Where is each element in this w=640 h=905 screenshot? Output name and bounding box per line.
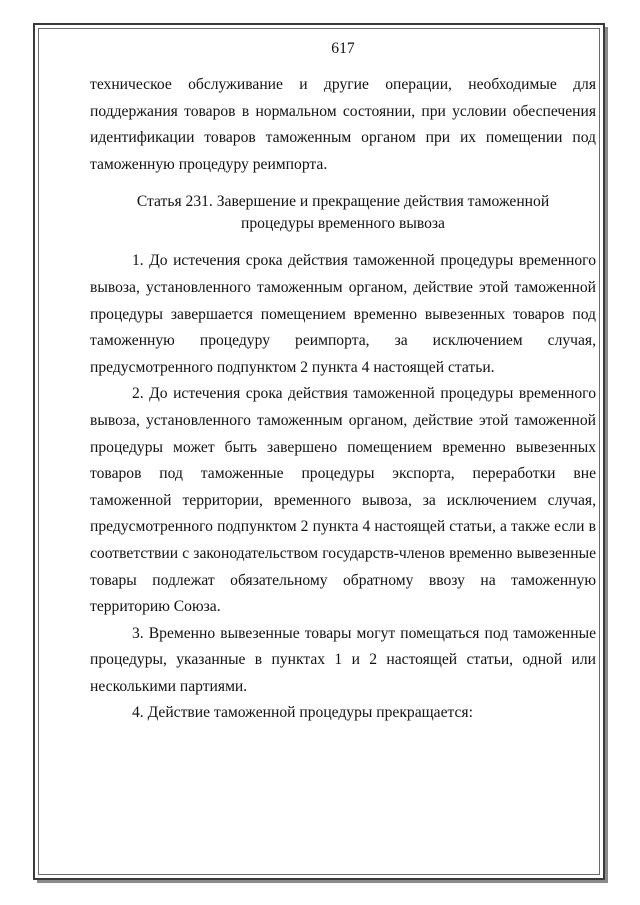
article-paragraph-2: 2. До истечения срока действия таможенной процедуры временного вывоза, установленного таможенным органом, действие этой таможенной процедуры может быть завершено помещением временно вывезенных товаров под таможенные процедуры экспорта, переработки вне таможенной территории, временного вывоза, за исключением случая, предусмотренного подпунктом 2 пункта 4 настоящей статьи, а также если в соответствии с законодательством государств-членов временно вывезенные товары подлежат обязательному обратному ввозу на таможенную территорию Союза. <box>90 385 596 616</box>
page-number: 617 <box>331 40 355 57</box>
document-content <box>90 36 596 727</box>
article-heading <box>90 191 596 235</box>
article-title-line-1: Статья 231. Завершение и прекращение действия таможенной <box>136 193 550 211</box>
article-paragraph-1: 1. До истечения срока действия таможенной процедуры временного вывоза, установленного таможенным органом, действие этой таможенной процедуры завершается помещением временно вывезенных товаров под таможенную процедуру реимпорта, за исключением случая, предусмотренного подпунктом 2 пункта 4 настоящей статьи. <box>90 252 596 376</box>
article-title-line-2: процедуры временного вывоза <box>241 215 445 233</box>
intro-paragraph: техническое обслуживание и другие операции, необходимые для поддержания товаров в нормальном состоянии, при условии обеспечения идентификации товаров таможенным органом при их помещении под таможенную процедуру реимпорта. <box>90 76 596 173</box>
article-paragraph-4: 4. Действие таможенной процедуры прекращается: <box>132 704 473 722</box>
article-paragraph-3: 3. Временно вывезенные товары могут помещаться под таможенные процедуры, указанные в пунктах 1 и 2 настоящей статьи, одной или несколькими партиями. <box>90 624 596 695</box>
